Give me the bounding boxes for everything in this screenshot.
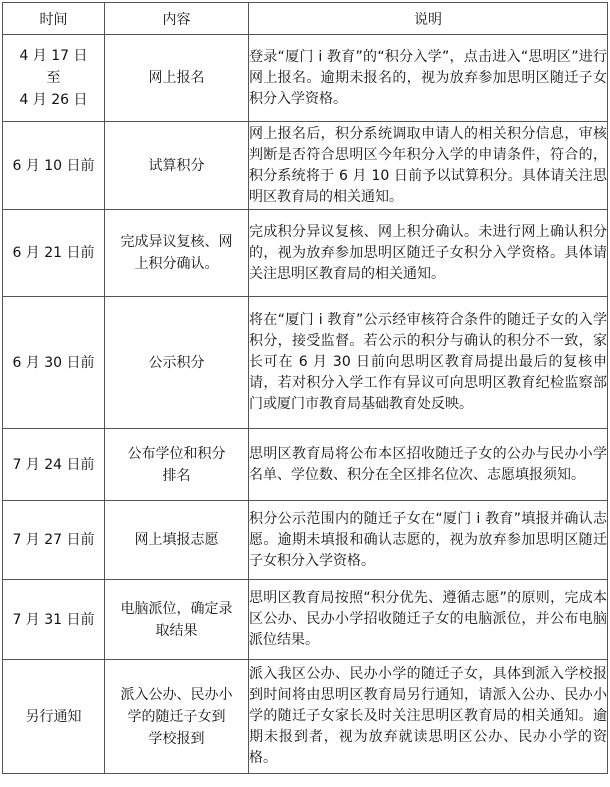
- content-line: 电脑派位，确定录: [120, 600, 233, 617]
- content-line: 网上报名: [148, 70, 205, 86]
- content-line: 上积分确认。: [134, 256, 219, 272]
- time-cell: [3, 210, 105, 297]
- time-line: 6 月 30 日前: [12, 354, 95, 371]
- time-cell: [3, 297, 105, 429]
- table-row: [3, 210, 608, 297]
- content-cell: [105, 297, 249, 429]
- time-line: 4 月 17 日: [19, 48, 88, 64]
- description-cell: 积分公示范围内的随迁子女在“厦门 i 教育”填报并确认志愿。逾期未填报和确认志愿的，视为放弃参加思明区随迁子女积分入学资格。: [249, 501, 608, 580]
- time-line: 6 月 10 日前: [12, 157, 95, 174]
- content-line: 完成异议复核、网: [120, 234, 233, 250]
- time-line: 至: [46, 70, 61, 86]
- content-line: 派入公办、民办小: [120, 686, 233, 703]
- table-row: [3, 580, 608, 660]
- time-cell: [3, 429, 105, 501]
- table-row: [3, 297, 608, 429]
- time-cell: [3, 501, 105, 580]
- table-row: [3, 122, 608, 210]
- description-cell: 完成积分异议复核、网上积分确认。未进行网上确认积分的，视为放弃参加思明区随迁子女积分入学资格。具体请关注思明区教育局的相关通知。: [249, 210, 608, 297]
- content-line: 学的随迁子女到: [127, 708, 226, 725]
- table-row: [3, 501, 608, 580]
- content-line: 排名: [162, 467, 191, 484]
- header-content: 内容: [105, 3, 249, 35]
- description-cell: 网上报名后，积分系统调取申请人的相关积分信息，审核判断是否符合思明区今年积分入学的申请条件，符合的，积分系统将于 6 月 10 日前予以试算积分。具体请关注思明区教育局的相关通知。: [249, 122, 608, 210]
- description-cell: 登录“厦门 i 教育”的“积分入学”，点击进入“思明区”进行网上报名。逾期未报名的，视为放弃参加思明区随迁子女积分入学资格。: [249, 35, 608, 122]
- content-cell: [105, 122, 249, 210]
- table-row: [3, 429, 608, 501]
- description-cell: 思明区教育局按照“积分优先、遵循志愿”的原则，完成本区公办、民办小学招收随迁子女的电脑派位，并公布电脑派位结果。: [249, 580, 608, 660]
- content-line: 公布学位和积分: [127, 445, 226, 462]
- content-cell: [105, 35, 249, 122]
- time-line: 6 月 21 日前: [12, 245, 95, 261]
- time-line: 4 月 26 日: [19, 92, 88, 108]
- header-row: [3, 3, 608, 35]
- content-line: 公示积分: [148, 354, 205, 371]
- time-cell: [3, 660, 105, 774]
- content-cell: [105, 501, 249, 580]
- content-cell: [105, 429, 249, 501]
- time-line: 7 月 27 日前: [12, 532, 95, 548]
- admission-schedule-table: [2, 2, 608, 774]
- time-cell: [3, 122, 105, 210]
- content-cell: [105, 210, 249, 297]
- content-line: 网上填报志愿: [134, 532, 219, 548]
- content-line: 取结果: [155, 622, 198, 639]
- time-cell: [3, 35, 105, 122]
- content-line: 学校报到: [148, 730, 205, 747]
- table-row: [3, 35, 608, 122]
- description-cell: 将在“厦门 i 教育”公示经审核符合条件的随迁子女的入学积分，接受监督。若公示的积分与确认的积分不一致，家长可在 6 月 30 日前向思明区教育局提出最后的复核申请，若对积分入学工作有异议可向思明区教育纪检监察部门或厦门市教育局基础教育处反映。: [249, 297, 608, 429]
- description-cell: 派入我区公办、民办小学的随迁子女，具体到派入学校报到时间将由思明区教育局另行通知，请派入公办、民办小学的随迁子女家长及时关注思明区教育局的相关通知。逾期未报到者，视为放弃就读思明区公办、民办小学的资格。: [249, 660, 608, 774]
- header-description: 说明: [249, 3, 608, 35]
- table-row: [3, 660, 608, 774]
- header-time: 时间: [3, 3, 105, 35]
- description-cell: 思明区教育局将公布本区招收随迁子女的公办与民办小学名单、学位数、积分在全区排名位次、志愿填报须知。: [249, 429, 608, 501]
- time-cell: [3, 580, 105, 660]
- time-line: 7 月 24 日前: [12, 456, 95, 473]
- content-cell: [105, 660, 249, 774]
- content-line: 试算积分: [148, 157, 205, 174]
- time-line: 7 月 31 日前: [12, 611, 95, 628]
- time-line: 另行通知: [25, 708, 82, 725]
- content-cell: [105, 580, 249, 660]
